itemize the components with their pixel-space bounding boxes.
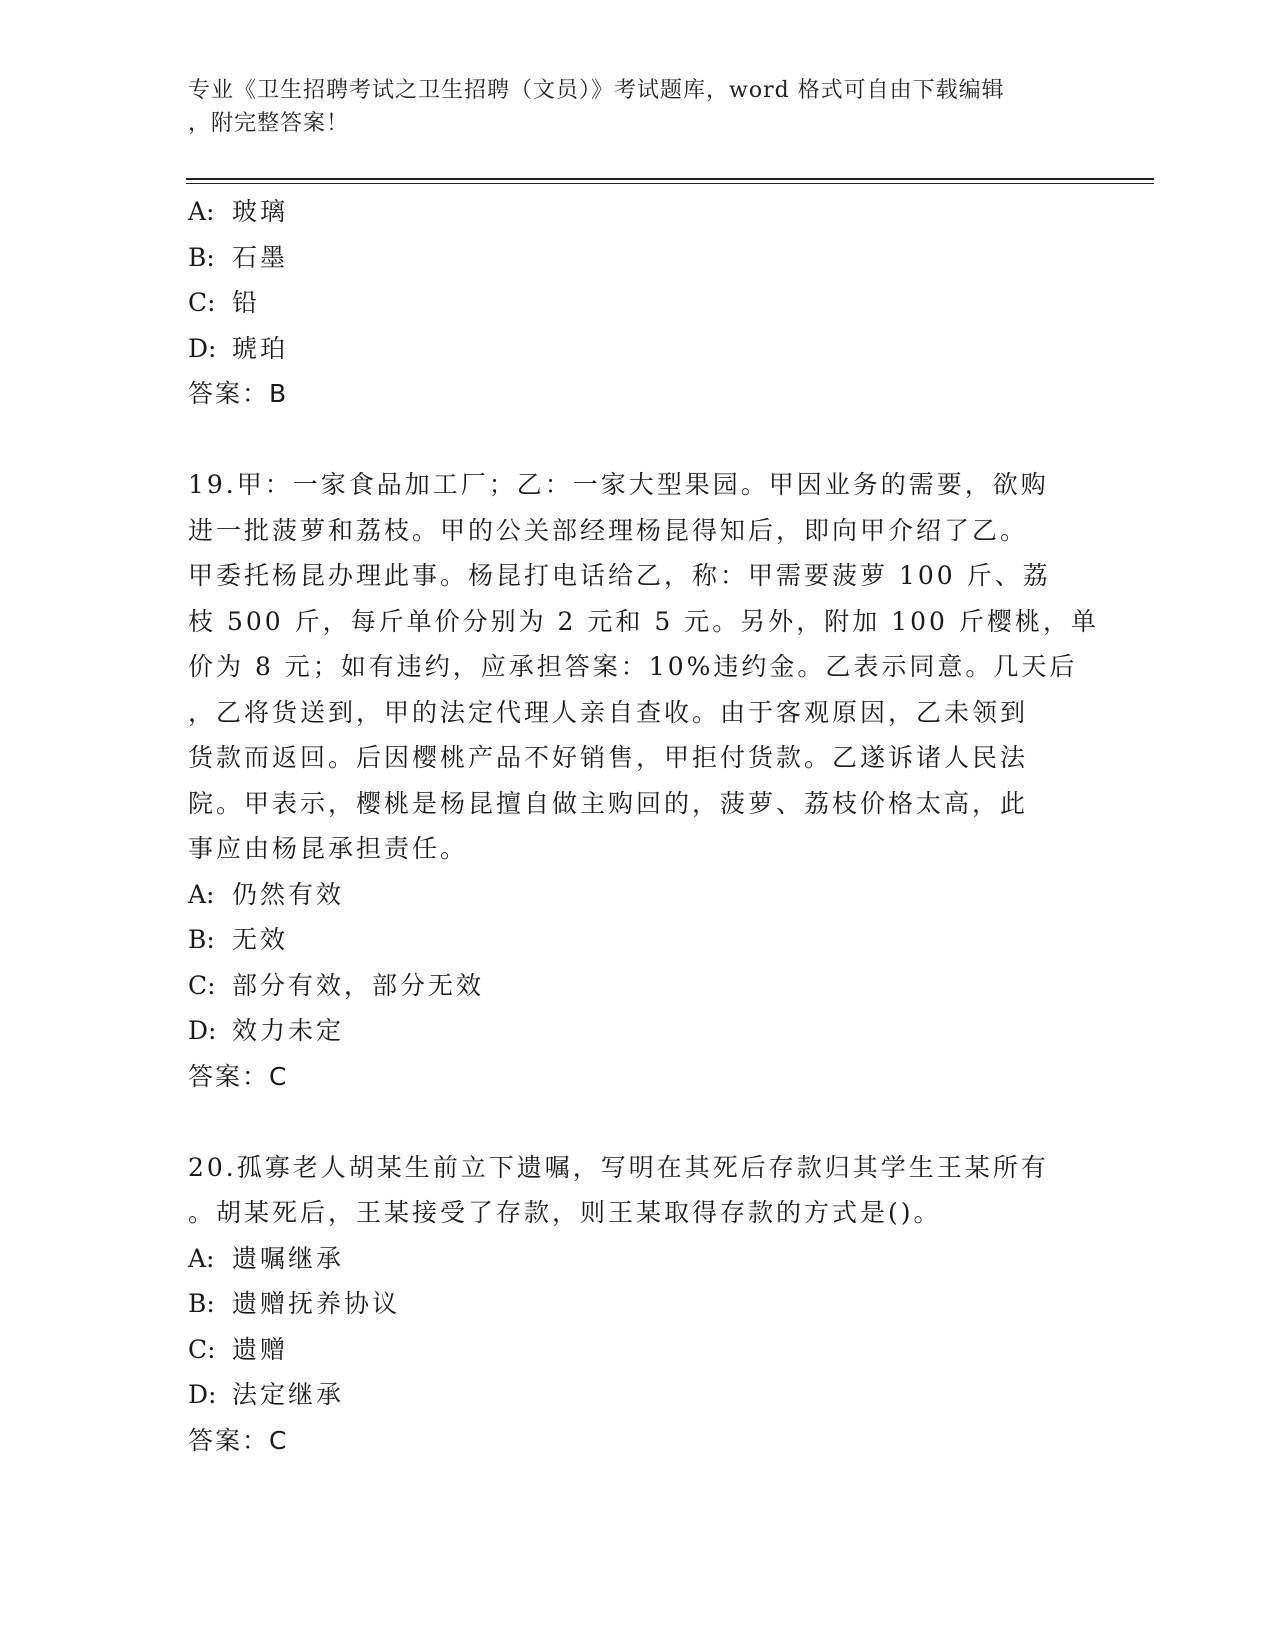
spacer [188, 417, 1088, 463]
option-text: 石墨 [232, 242, 289, 272]
header-divider-thick [186, 178, 1154, 180]
option-d [188, 326, 1088, 372]
option-b [188, 917, 1088, 963]
question-text-line: 事应由杨昆承担责任。 [188, 834, 469, 863]
option-c [188, 280, 1088, 326]
answer-line: 答案：B [188, 379, 289, 408]
header-divider-thin [186, 183, 1154, 184]
question-text-line: 19.甲：一家食品加工厂；乙：一家大型果园。甲因业务的需要，欲购 [188, 470, 1049, 499]
option-a [188, 872, 1088, 918]
option-letter: D: [188, 1380, 217, 1409]
option-a [188, 189, 1088, 235]
option-b [188, 235, 1088, 281]
option-c [188, 963, 1088, 1009]
question-text-line: ，乙将货送到，甲的法定代理人亲自查收。由于客观原因，乙未领到 [188, 697, 1029, 727]
question-text-line: 价为 8 元；如有违约，应承担答案：10%违约金。乙表示同意。几天后 [188, 652, 1078, 681]
document-header [188, 74, 1088, 140]
option-letter: B: [188, 242, 215, 272]
answer-line: 答案：C [188, 1061, 289, 1091]
option-letter: D: [188, 1016, 217, 1045]
question-text-line: 进一批菠萝和荔枝。甲的公关部经理杨昆得知后，即向甲介绍了乙。 [188, 515, 1029, 545]
option-text: 遗赠抚养协议 [232, 1289, 401, 1318]
option-c [188, 1327, 1088, 1373]
question-text-line: 枝 500 斤，每斤单价分别为 2 元和 5 元。另外，附加 100 斤樱桃，单 [188, 606, 1099, 636]
option-letter: A: [188, 879, 215, 909]
option-letter: C: [188, 970, 216, 1000]
option-letter: A: [188, 1243, 215, 1273]
option-d [188, 1372, 1088, 1418]
question-text-line: 甲委托杨昆办理此事。杨昆打电话给乙，称：甲需要菠萝 100 斤、荔 [188, 561, 1051, 590]
header-line-1: 专业《卫生招聘考试之卫生招聘（文员）》考试题库，word 格式可自由下载编辑 [188, 78, 1005, 103]
option-letter: D: [188, 333, 217, 363]
option-text: 铅 [232, 288, 261, 317]
option-letter: B: [188, 925, 215, 954]
option-b [188, 1281, 1088, 1327]
question-20 [188, 1145, 1088, 1464]
answer-line: 答案：C [188, 1425, 289, 1455]
header-line-2: ，附完整答案！ [188, 111, 350, 136]
question-text-line: 院。甲表示，樱桃是杨昆擅自做主购回的，菠萝、荔枝价格太高，此 [188, 788, 1029, 818]
option-text: 琥珀 [232, 333, 289, 363]
spacer [188, 1099, 1088, 1145]
option-text: 效力未定 [232, 1016, 345, 1045]
option-text: 部分有效，部分无效 [232, 970, 485, 1000]
option-d [188, 1008, 1088, 1054]
option-text: 玻璃 [232, 197, 289, 226]
option-letter: A: [188, 197, 215, 226]
option-letter: C: [188, 288, 216, 317]
question-18 [188, 189, 1088, 417]
option-text: 仍然有效 [232, 879, 345, 909]
question-text-line: 20.孤寡老人胡某生前立下遗嘱，写明在其死后存款归其学生王某所有 [188, 1152, 1049, 1182]
option-text: 法定继承 [232, 1380, 345, 1409]
option-text: 遗嘱继承 [232, 1243, 345, 1273]
question-19 [188, 462, 1099, 1099]
question-text-line: 。胡某死后，王某接受了存款，则王某取得存款的方式是()。 [188, 1198, 942, 1227]
option-letter: C: [188, 1334, 216, 1364]
option-a [188, 1236, 1088, 1282]
document-body [188, 189, 1099, 1463]
option-letter: B: [188, 1289, 215, 1318]
option-text: 遗赠 [232, 1334, 289, 1364]
option-text: 无效 [232, 925, 289, 954]
question-text-line: 货款而返回。后因樱桃产品不好销售，甲拒付货款。乙遂诉诸人民法 [188, 743, 1029, 772]
